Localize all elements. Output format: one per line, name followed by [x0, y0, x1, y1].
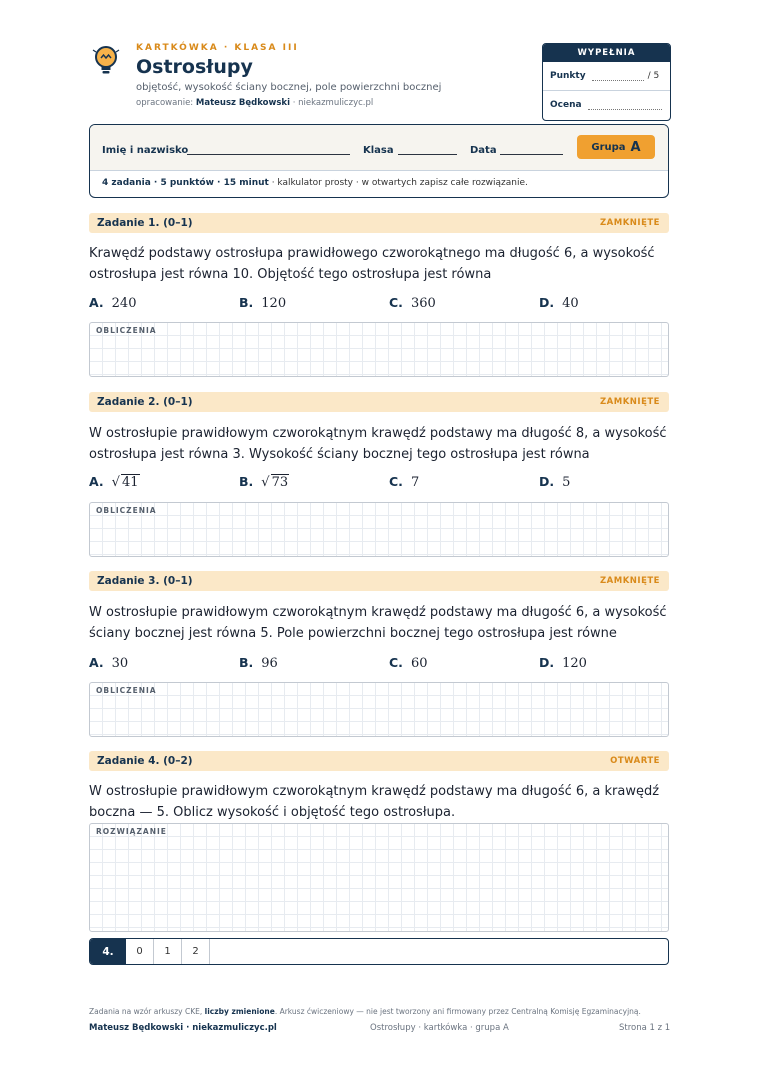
footer-author: Mateusz Będkowski · niekazmuliczyc.pl	[89, 1023, 277, 1033]
option-letter: C.	[389, 295, 403, 310]
option-letter: D.	[539, 474, 555, 489]
task-1-option-c[interactable]	[389, 295, 436, 311]
page-title: Ostrosłupy	[136, 56, 253, 78]
task-2-option-c[interactable]	[389, 474, 419, 490]
option-value: 120	[562, 656, 587, 671]
option-letter: B.	[239, 655, 254, 670]
option-value: 40	[562, 296, 579, 311]
task-2-work-label: OBLICZENIA	[96, 506, 157, 515]
name-field[interactable]	[187, 154, 350, 155]
footer-note-a: Zadania na wzór arkuszy CKE,	[89, 1007, 205, 1016]
score-option-1[interactable]: 1	[154, 939, 182, 964]
points-of: / 5	[647, 71, 660, 81]
grade-label: Ocena	[550, 100, 582, 110]
option-value: 41	[121, 475, 139, 490]
footer-note-c: . Arkusz ćwiczeniowy — nie jest tworzony ani firmowany przez Centralną Komisję Egzaminacyjną.	[274, 1007, 641, 1016]
task-3-option-c[interactable]	[389, 655, 427, 671]
task-2-option-a[interactable]	[89, 474, 140, 490]
task-3-option-d[interactable]	[539, 655, 587, 671]
author-prefix: opracowanie:	[136, 98, 194, 108]
worksheet-kicker: KARTKÓWKA · KLASA III	[136, 43, 299, 53]
task-3-option-a[interactable]	[89, 655, 128, 671]
option-letter: B.	[239, 474, 254, 489]
task-3-line-1: W ostrosłupie prawidłowym czworokątnym krawędź podstawy ma długość 6, a wysokość	[89, 605, 667, 620]
option-letter: A.	[89, 295, 104, 310]
task-2-option-d[interactable]	[539, 474, 570, 490]
task-1-option-d[interactable]	[539, 295, 579, 311]
sqrt-expression: √ 41	[111, 475, 139, 490]
footer-note	[89, 1007, 641, 1016]
test-info-count: 4 zadania · 5 punktów · 15 minut	[102, 178, 269, 188]
test-info	[90, 171, 668, 188]
task-4-line-1: W ostrosłupie prawidłowym czworokątnym krawędź podstawy ma długość 6, a krawędź	[89, 784, 660, 799]
task-2-line-2: ostrosłupa jest równa 3. Wysokość ściany bocznej tego ostrosłupa jest równa	[89, 447, 590, 462]
task-2-text	[89, 423, 669, 465]
option-letter: D.	[539, 655, 555, 670]
task-2-label: Zadanie 2. (0–1)	[97, 396, 193, 408]
class-field[interactable]	[398, 154, 457, 155]
teacher-box	[542, 43, 671, 121]
teacher-box-title: WYPEŁNIA NAUCZYCIEL	[543, 44, 670, 62]
footer-page: Strona 1 z 1	[619, 1023, 671, 1033]
task-3-option-b[interactable]	[239, 655, 278, 671]
points-field[interactable]	[592, 72, 644, 81]
task-4-work-area[interactable]	[89, 823, 669, 932]
task-3-work-label: OBLICZENIA	[96, 686, 157, 695]
task-1-work-area[interactable]	[89, 322, 669, 377]
task-1-header	[89, 213, 669, 233]
footer-center: Ostrosłupy · kartkówka · grupa A	[370, 1023, 509, 1033]
task-4-text	[89, 781, 669, 823]
task-2-option-b[interactable]	[239, 474, 289, 490]
task-1-option-a[interactable]	[89, 295, 136, 311]
group-label: Grupa	[591, 141, 626, 153]
task-2-header	[89, 392, 669, 412]
task-3-header	[89, 571, 669, 591]
option-value: 7	[410, 475, 420, 490]
grade-field[interactable]	[588, 101, 662, 110]
test-info-rest: · kalkulator prosty · w otwartych zapisz całe rozwiązanie.	[268, 178, 528, 188]
task-2-line-1: W ostrosłupie prawidłowym czworokątnym krawędź podstawy ma długość 8, a wysokość	[89, 426, 667, 441]
option-value: 240	[111, 296, 137, 311]
task-4-work-label: ROZWIĄZANIE	[96, 827, 167, 836]
group-badge	[577, 135, 655, 159]
task-4-header	[89, 751, 669, 771]
bulb-logo-icon	[91, 44, 121, 78]
score-task-number: 4.	[90, 939, 126, 964]
sqrt-expression: √ 73	[261, 475, 289, 490]
option-letter: A.	[89, 655, 104, 670]
task-1-label: Zadanie 1. (0–1)	[97, 217, 193, 229]
date-field[interactable]	[500, 154, 563, 155]
footer-note-b: liczby zmienione	[204, 1007, 275, 1016]
option-letter: A.	[89, 474, 104, 489]
grade-row	[543, 90, 670, 119]
author-site: · niekazmuliczyc.pl	[290, 98, 374, 108]
task-1-line-2: ostrosłupa jest równa 10. Objętość tego ostrosłupa jest równa	[89, 267, 492, 282]
task-2-work-area[interactable]	[89, 502, 669, 557]
score-option-0[interactable]: 0	[126, 939, 154, 964]
task-4-line-2: boczna — 5. Oblicz wysokość i objętość tego ostrosłupa.	[89, 805, 456, 820]
task-1-option-b[interactable]	[239, 295, 286, 311]
task-3-line-2: ściany bocznej jest równa 5. Pole powierzchni bocznej tego ostrosłupa jest równe	[89, 626, 617, 641]
task-4-label: Zadanie 4. (0–2)	[97, 755, 193, 767]
option-letter: D.	[539, 295, 555, 310]
task-1-type: ZAMKNIĘTE	[600, 218, 660, 228]
option-letter: B.	[239, 295, 254, 310]
option-value: 360	[410, 296, 436, 311]
option-value: 5	[562, 475, 571, 490]
student-box	[89, 124, 669, 198]
class-label: Klasa	[363, 145, 394, 156]
option-value: 73	[271, 475, 289, 490]
option-value: 120	[261, 296, 287, 311]
group-value: A	[630, 139, 641, 155]
score-option-2[interactable]: 2	[182, 939, 210, 964]
option-letter: C.	[389, 474, 403, 489]
option-value: 30	[111, 656, 129, 671]
task-3-work-area[interactable]	[89, 682, 669, 737]
author-name: Mateusz Będkowski	[195, 98, 291, 108]
task-3-type: ZAMKNIĘTE	[600, 576, 660, 586]
task-4-type: OTWARTE	[610, 756, 660, 766]
task-4-score-row	[89, 938, 669, 965]
task-1-text	[89, 243, 669, 285]
option-value: 60	[410, 656, 428, 671]
task-2-type: ZAMKNIĘTE	[600, 397, 660, 407]
option-letter: C.	[389, 655, 403, 670]
option-value: 96	[261, 656, 278, 671]
points-label: Punkty	[550, 71, 586, 81]
task-3-label: Zadanie 3. (0–1)	[97, 575, 193, 587]
page-subtitle: objętość, wysokość ściany bocznej, pole powierzchni bocznej	[136, 82, 442, 93]
name-label: Imię i nazwisko	[102, 145, 189, 156]
task-1-line-1: Krawędź podstawy ostrosłupa prawidłowego czworokątnego ma długość 6, a wysokość	[89, 246, 655, 261]
date-label: Data	[470, 145, 497, 156]
task-1-work-label: OBLICZENIA	[96, 326, 157, 335]
author-line	[136, 98, 373, 108]
task-3-text	[89, 602, 669, 644]
